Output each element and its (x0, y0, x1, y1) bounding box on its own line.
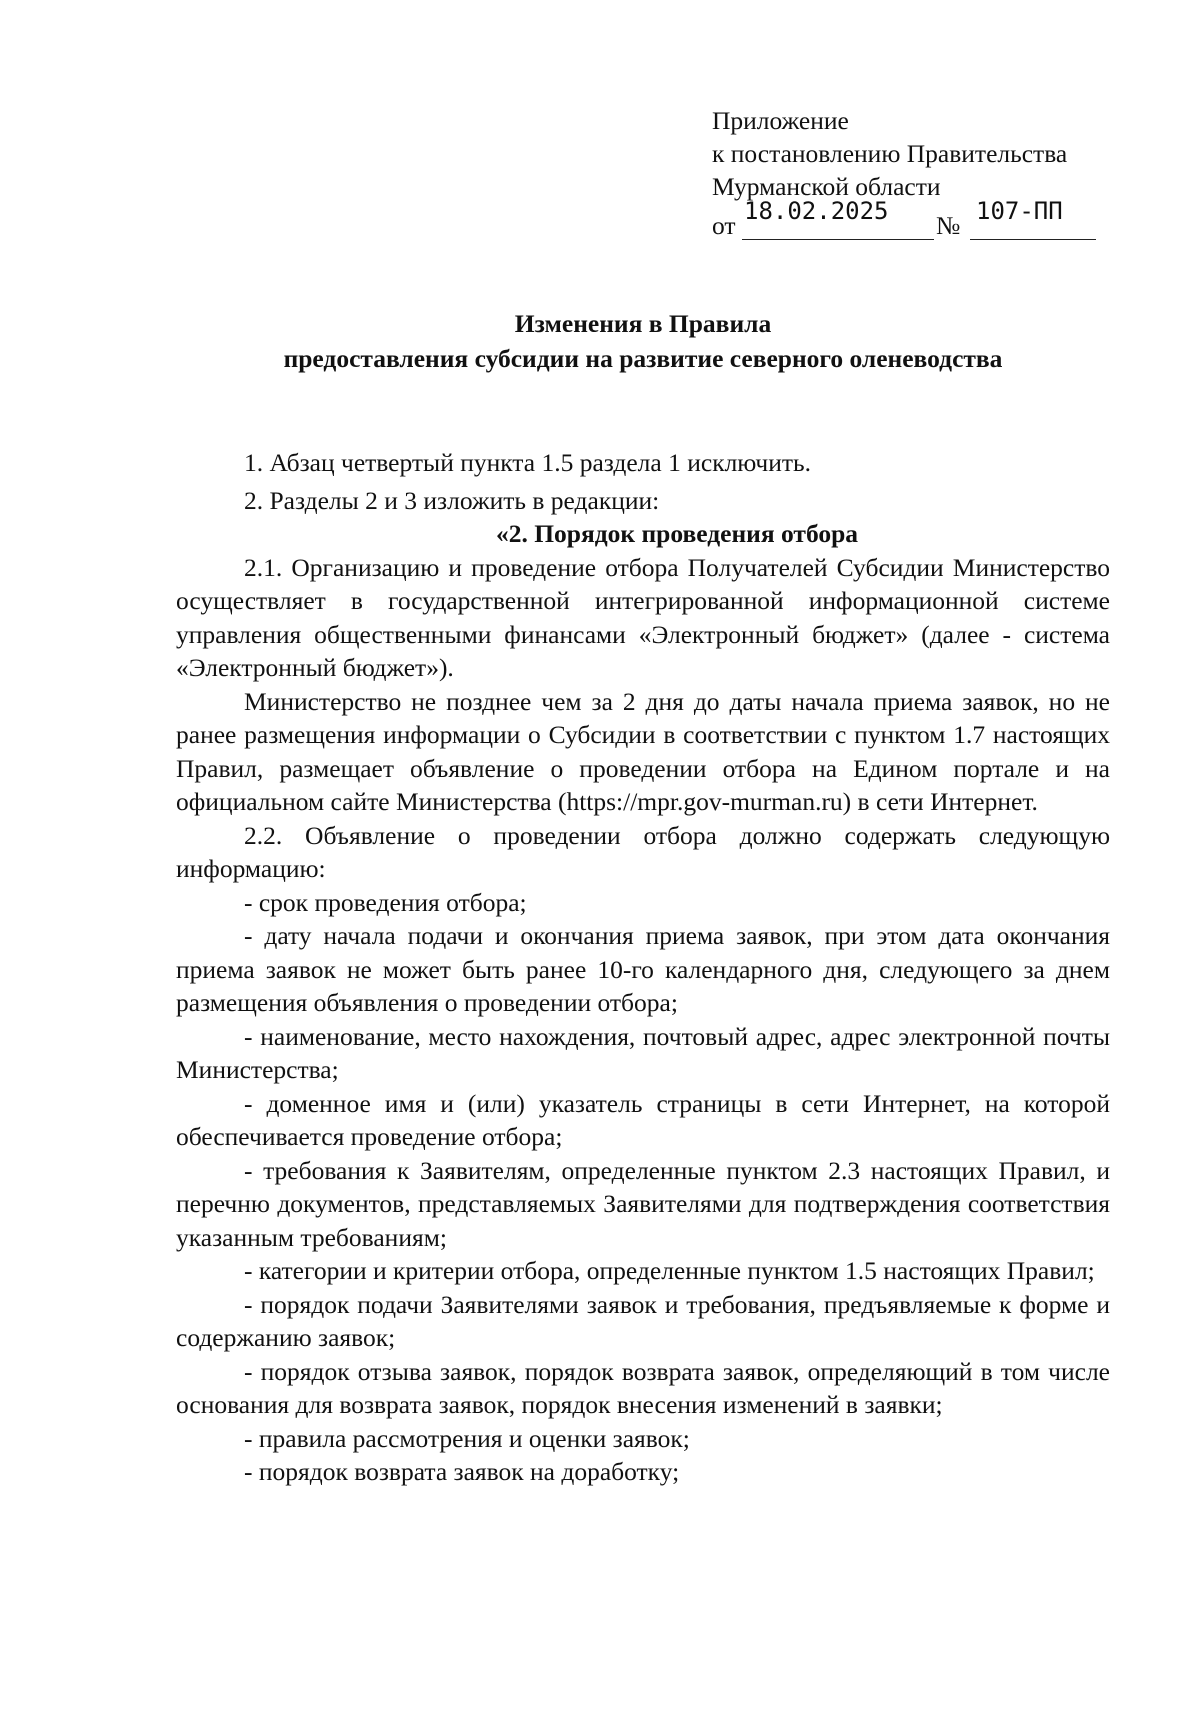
list-item: - срок проведения отбора; (244, 887, 527, 917)
paragraph-2-1: 2.1. Организацию и проведение отбора Получателей Субсидии Министерство осуществляет в государственной интегрированной информационной системе управления общественными финансами «Электронный бюджет» (далее - система «Электронный бюджет»). (176, 552, 1110, 682)
decree-date: 18.02.2025 (744, 197, 889, 225)
document-body (176, 446, 1110, 1489)
title-line-2: предоставления субсидии на развитие северного оленеводства (283, 344, 1003, 373)
number-label: № (936, 211, 961, 240)
section-heading: «2. Порядок проведения отбора (495, 519, 859, 548)
list-item: - правила рассмотрения и оценки заявок; (244, 1423, 690, 1453)
appendix-line-1: Приложение (712, 106, 849, 135)
document-title (176, 306, 1110, 376)
appendix-header (712, 104, 1132, 243)
appendix-dateline (712, 197, 1132, 243)
title-line-1: Изменения в Правила (514, 309, 772, 338)
list-item: - требования к Заявителям, определенные пунктом 2.3 настоящих Правил, и перечню документов, представляемых Заявителями для подтверждения соответствия указанным требованиям; (176, 1155, 1110, 1252)
appendix-line-3: Мурманской области (712, 172, 941, 201)
list-item: - доменное имя и (или) указатель страницы в сети Интернет, на которой обеспечивается проведение отбора; (176, 1088, 1110, 1151)
list-item: - порядок отзыва заявок, порядок возврата заявок, определяющий в том числе основания для возврата заявок, порядок внесения изменений в заявки; (176, 1356, 1110, 1419)
list-item: - дату начала подачи и окончания приема заявок, при этом дата окончания приема заявок не может быть ранее 10-го календарного дня, следующего за днем размещения объявления о проведении отбора; (176, 921, 1110, 1017)
item-2: 2. Разделы 2 и 3 изложить в редакции: (244, 485, 660, 515)
list-item: - категории и критерии отбора, определенные пунктом 1.5 настоящих Правил; (244, 1256, 1095, 1285)
from-label: от (712, 211, 736, 240)
item-1: 1. Абзац четвертый пункта 1.5 раздела 1 исключить. (244, 448, 812, 477)
list-item: - наименование, место нахождения, почтовый адрес, адрес электронной почты Министерства; (176, 1021, 1110, 1084)
paragraph-2-2: 2.2. Объявление о проведении отбора должно содержать следующую информацию: (176, 820, 1110, 883)
decree-number: 107-ПП (976, 197, 1063, 225)
date-underline (742, 239, 934, 240)
number-underline (970, 239, 1096, 240)
paragraph-announcement: Министерство не позднее чем за 2 дня до даты начала приема заявок, но не ранее размещения информации о Субсидии в соответствии с пунктом 1.7 настоящих Правил, размещает объявление о проведении отбора на Едином портале и на официальном сайте Министерства (https://mpr.gov-murman.ru) в сети Интернет. (176, 686, 1110, 816)
list-item: - порядок подачи Заявителями заявок и требования, предъявляемые к форме и содержанию заявок; (176, 1289, 1110, 1352)
list-item: - порядок возврата заявок на доработку; (244, 1457, 680, 1486)
appendix-line-2: к постановлению Правительства (712, 139, 1068, 168)
